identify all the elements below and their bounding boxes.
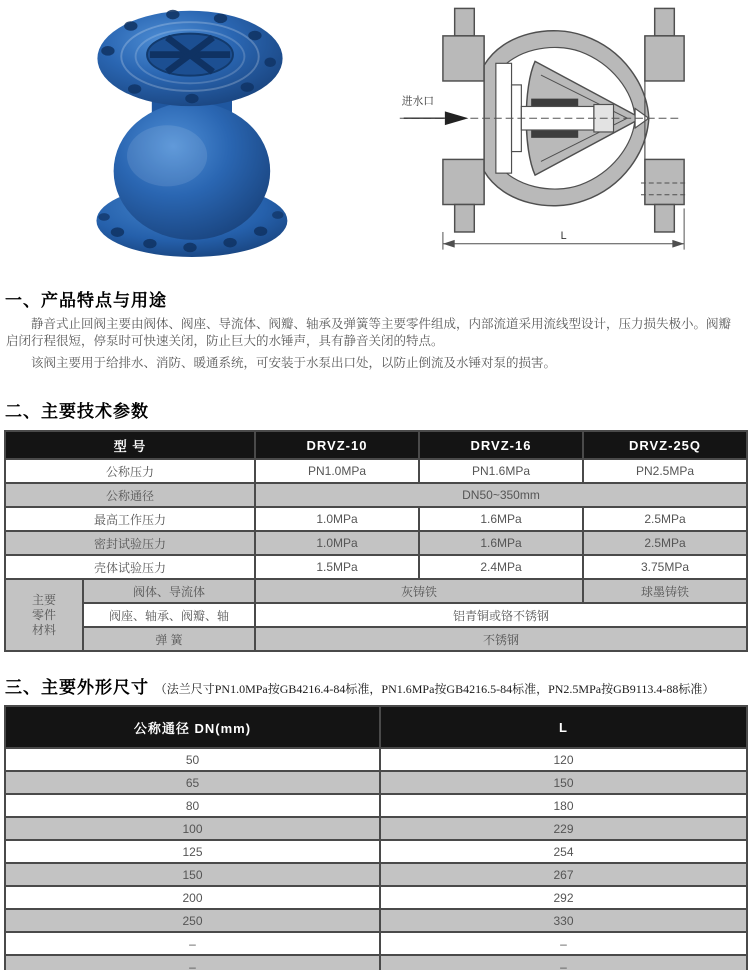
table-row xyxy=(5,909,747,932)
table-row xyxy=(5,840,747,863)
value-cell: 2.5MPa xyxy=(583,507,747,531)
table-row xyxy=(5,794,747,817)
dn-cell: – xyxy=(5,932,380,955)
value-cell: 3.75MPa xyxy=(583,555,747,579)
row-material-spring xyxy=(5,627,747,651)
header-cell-dn: 公称通径 DN(mm) xyxy=(5,706,380,748)
value-cell: DN50~350mm xyxy=(255,483,747,507)
table-header-row xyxy=(5,431,747,459)
table-row xyxy=(5,955,747,970)
value-cell: PN1.6MPa xyxy=(419,459,583,483)
inlet-label: 进水口 xyxy=(401,95,435,108)
header-cell-drvz10: DRVZ-10 xyxy=(255,431,419,459)
row-label: 阀体、导流体 xyxy=(83,579,255,603)
materials-label-line: 主要 xyxy=(31,592,56,607)
dn-cell: 50 xyxy=(5,748,380,771)
table-row xyxy=(5,748,747,771)
dn-cell: 100 xyxy=(5,817,380,840)
value-cell: 1.6MPa xyxy=(419,531,583,555)
section2-title: 二、主要技术参数 xyxy=(5,402,149,421)
dn-cell: 250 xyxy=(5,909,380,932)
l-cell: – xyxy=(380,932,747,955)
valve-photo-graphic xyxy=(75,5,305,257)
dn-cell: 150 xyxy=(5,863,380,886)
section1-title: 一、产品特点与用途 xyxy=(5,291,167,310)
l-cell: 229 xyxy=(380,817,747,840)
header-cell-l: L xyxy=(380,706,747,748)
header-cell-drvz16: DRVZ-16 xyxy=(419,431,583,459)
section3-title-text: 三、主要外形尺寸 xyxy=(5,678,149,697)
dn-cell: – xyxy=(5,955,380,970)
dimension-label: L xyxy=(560,229,567,242)
table-header-row xyxy=(5,706,747,748)
dn-cell: 125 xyxy=(5,840,380,863)
row-seal-test-pressure xyxy=(5,531,747,555)
value-cell: 1.0MPa xyxy=(255,531,419,555)
l-cell: 254 xyxy=(380,840,747,863)
value-cell: PN1.0MPa xyxy=(255,459,419,483)
value-cell: 铝青铜或铬不锈钢 xyxy=(255,603,747,627)
value-cell: 1.5MPa xyxy=(255,555,419,579)
dn-cell: 80 xyxy=(5,794,380,817)
row-label: 阀座、轴承、阀瓣、轴 xyxy=(83,603,255,627)
header-cell-model: 型 号 xyxy=(5,431,255,459)
table-row xyxy=(5,886,747,909)
row-material-seat xyxy=(5,603,747,627)
l-cell: – xyxy=(380,955,747,970)
section3-subtitle: （法兰尺寸PN1.0MPa按GB4216.4-84标准，PN1.6MPa按GB4216.5-84标准，PN2.5MPa按GB9113.4-88标准） xyxy=(154,682,715,696)
section3-title xyxy=(5,673,750,698)
materials-label-line: 零件 xyxy=(31,607,56,622)
header-cell-drvz25q: DRVZ-25Q xyxy=(583,431,747,459)
valve-drawing xyxy=(388,0,690,260)
l-cell: 150 xyxy=(380,771,747,794)
hero-images xyxy=(0,0,750,280)
value-cell: 球墨铸铁 xyxy=(583,579,747,603)
row-shell-test-pressure xyxy=(5,555,747,579)
row-nominal-pressure xyxy=(5,459,747,483)
row-label: 壳体试验压力 xyxy=(5,555,255,579)
row-max-working-pressure xyxy=(5,507,747,531)
row-nominal-diameter xyxy=(5,483,747,507)
l-cell: 330 xyxy=(380,909,747,932)
table-row xyxy=(5,817,747,840)
row-label: 公称压力 xyxy=(5,459,255,483)
valve-drawing-graphic xyxy=(388,0,690,260)
l-cell: 120 xyxy=(380,748,747,771)
dimensions-table xyxy=(4,705,748,970)
dn-cell: 65 xyxy=(5,771,380,794)
value-cell: 2.4MPa xyxy=(419,555,583,579)
row-label: 密封试验压力 xyxy=(5,531,255,555)
tech-params-table xyxy=(4,430,748,652)
value-cell: 1.6MPa xyxy=(419,507,583,531)
row-label: 最高工作压力 xyxy=(5,507,255,531)
table-row xyxy=(5,863,747,886)
row-label: 公称通径 xyxy=(5,483,255,507)
materials-label-line: 材料 xyxy=(31,622,56,637)
table-row xyxy=(5,771,747,794)
row-material-body xyxy=(5,579,747,603)
value-cell: 不锈钢 xyxy=(255,627,747,651)
table-row xyxy=(5,932,747,955)
l-cell: 292 xyxy=(380,886,747,909)
value-cell: 1.0MPa xyxy=(255,507,419,531)
valve-photo xyxy=(75,5,305,257)
section1-paragraph-1: 静音式止回阀主要由阀体、阀座、导流体、阀瓣、轴承及弹簧等主要零件组成，内部流道采用流线型设计，压力损失极小。阀瓣启闭行程很短，停泵时可快速关闭，防止巨大的水锤声，具有静音关闭的特点。 xyxy=(6,317,732,348)
value-cell: 2.5MPa xyxy=(583,531,747,555)
value-cell: PN2.5MPa xyxy=(583,459,747,483)
row-label: 弹 簧 xyxy=(83,627,255,651)
materials-group-label xyxy=(5,579,83,651)
section1-paragraph-2: 该阀主要用于给排水、消防、暖通系统，可安装于水泵出口处，以防止倒流及水锤对泵的损害。 xyxy=(31,356,557,370)
value-cell: 灰铸铁 xyxy=(255,579,583,603)
l-cell: 267 xyxy=(380,863,747,886)
l-cell: 180 xyxy=(380,794,747,817)
dn-cell: 200 xyxy=(5,886,380,909)
